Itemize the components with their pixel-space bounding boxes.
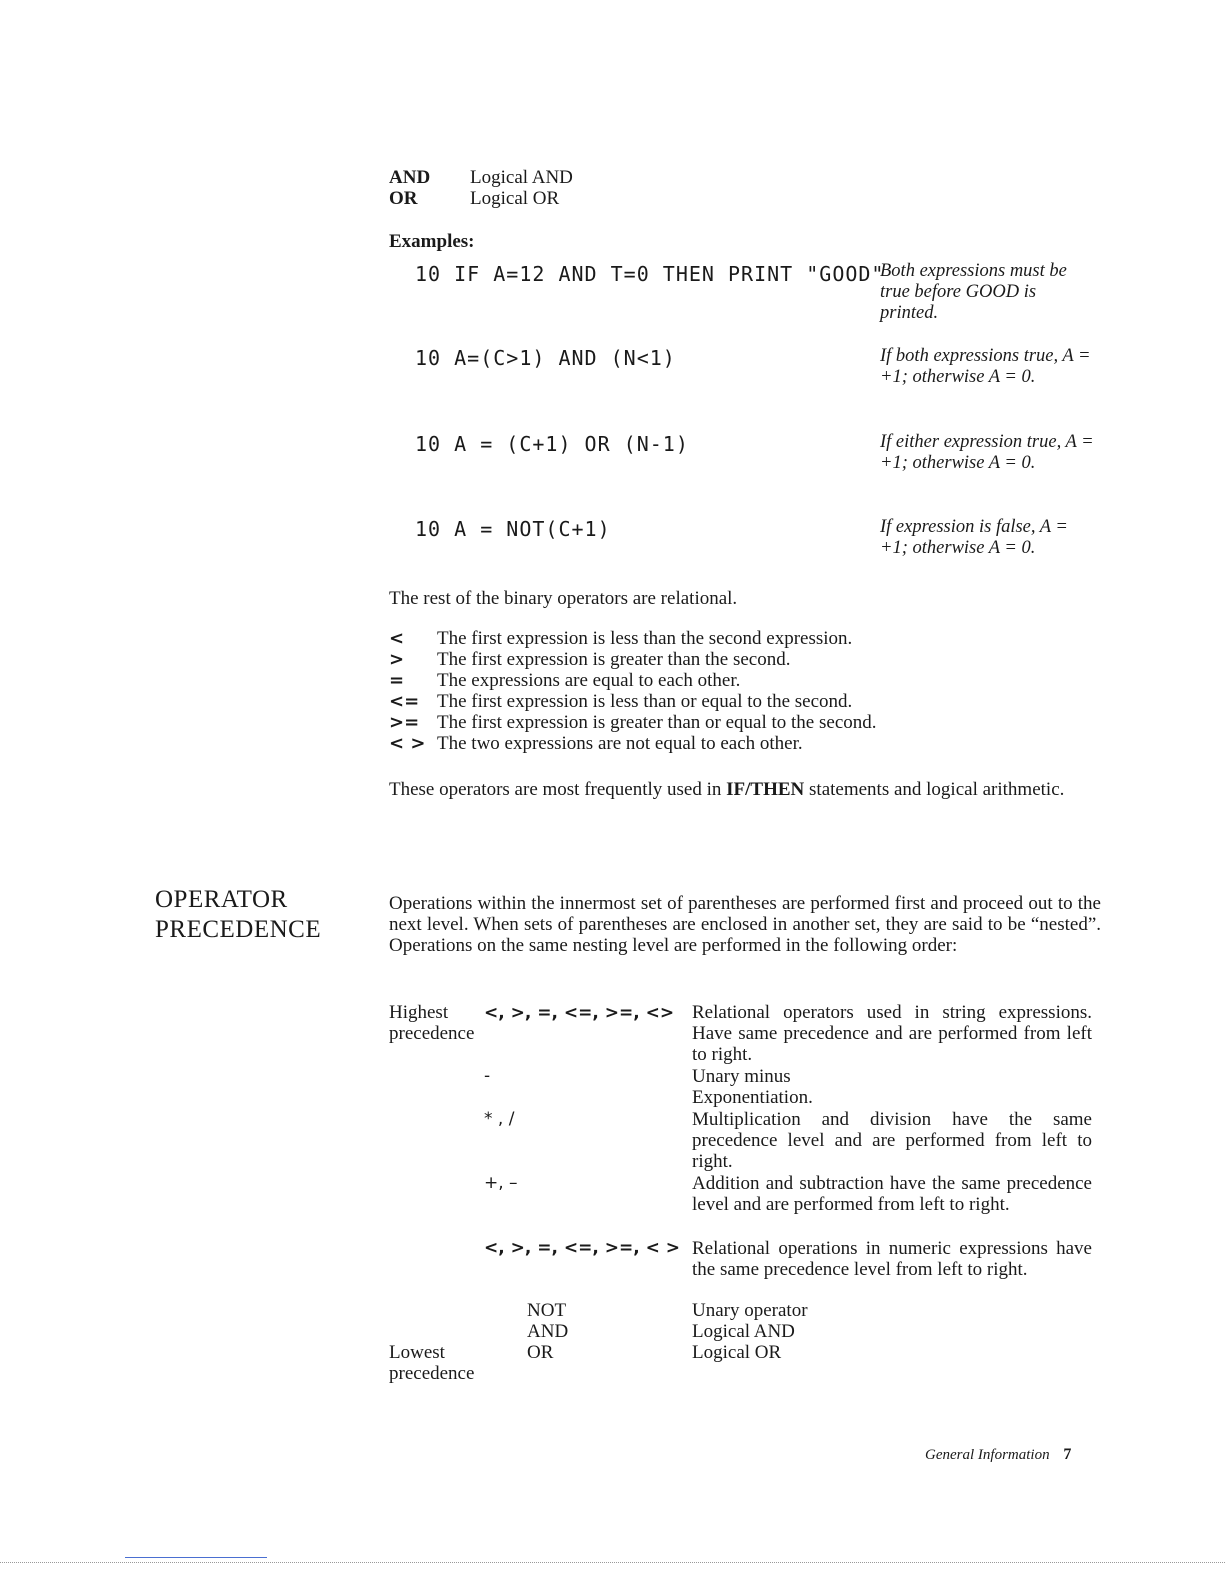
relational-op-symbol: <	[389, 628, 405, 649]
example-note: If both expressions true, A = +1; otherwise A = 0.	[880, 346, 1091, 387]
precedence-ops: +, –	[484, 1173, 518, 1193]
relational-op-row	[389, 649, 877, 670]
relational-intro: The rest of the binary operators are relational.	[389, 588, 738, 609]
relational-op-row	[389, 712, 877, 733]
relational-ops-list	[389, 628, 877, 754]
example-note: If either expression true, A = +1; otherwise A = 0.	[880, 432, 1094, 473]
precedence-ops: <, >, =, <=, >=, < >	[484, 1238, 680, 1258]
section-heading	[155, 885, 321, 945]
precedence-desc: Exponentiation.	[692, 1087, 813, 1108]
relational-op-row	[389, 691, 877, 712]
examples-heading: Examples:	[389, 231, 475, 252]
section-heading-line: PRECEDENCE	[155, 916, 322, 943]
logical-op-desc: Logical OR	[470, 188, 560, 209]
example-code: 10 A=(C>1) AND (N<1)	[415, 346, 676, 370]
usage-text-after: statements and logical arithmetic.	[804, 779, 1065, 800]
logical-op-row	[389, 167, 573, 188]
relational-op-row	[389, 670, 877, 691]
relational-op-desc: The first expression is less than or equal to the second.	[437, 691, 853, 712]
logical-op-row	[389, 188, 573, 209]
precedence-desc: Addition and subtraction have the same precedence level and are performed from left to right.	[692, 1173, 1092, 1215]
precedence-desc: Logical OR	[692, 1342, 782, 1363]
precedence-ops: <, >, =, <=, >=, <>	[484, 1003, 675, 1023]
relational-op-symbol: >=	[389, 712, 420, 733]
relational-op-desc: The two expressions are not equal to each other.	[437, 733, 803, 754]
page-scroll-indicator	[125, 1557, 267, 1558]
precedence-ops: NOT	[527, 1300, 567, 1321]
precedence-desc: Unary minus	[692, 1066, 791, 1087]
relational-op-symbol: <=	[389, 691, 420, 712]
precedence-ops: AND	[527, 1321, 569, 1342]
precedence-desc: Unary operator	[692, 1300, 808, 1321]
page-bottom-rule	[0, 1562, 1225, 1563]
precedence-ops: * , /	[484, 1109, 515, 1129]
precedence-desc: Logical AND	[692, 1321, 795, 1342]
logical-op-name: AND	[389, 167, 431, 188]
relational-op-symbol: =	[389, 670, 405, 691]
logical-op-desc: Logical AND	[470, 167, 573, 188]
usage-paragraph	[389, 779, 1101, 800]
example-code: 10 IF A=12 AND T=0 THEN PRINT "GOOD"	[415, 262, 885, 286]
precedence-desc: Relational operators used in string expressions. Have same precedence and are performed from left to right.	[692, 1002, 1092, 1065]
example-code: 10 A = (C+1) OR (N-1)	[415, 432, 689, 456]
example-note: Both expressions must be true before GOOD is printed.	[880, 261, 1067, 323]
logical-op-name: OR	[389, 188, 418, 209]
precedence-desc: Multiplication and division have the same precedence level and are performed from left to right.	[692, 1109, 1092, 1172]
footer-section-name: General Information	[925, 1447, 1050, 1463]
relational-op-symbol: >	[389, 649, 405, 670]
relational-op-desc: The first expression is greater than or equal to the second.	[437, 712, 877, 733]
logical-ops-list	[389, 167, 573, 209]
example-code: 10 A = NOT(C+1)	[415, 517, 611, 541]
precedence-desc: Relational operations in numeric expressions have the same precedence level from left to right.	[692, 1238, 1092, 1280]
relational-op-row	[389, 733, 877, 754]
section-heading-line: OPERATOR	[155, 886, 288, 913]
relational-op-desc: The first expression is less than the second expression.	[437, 628, 853, 649]
relational-op-desc: The first expression is greater than the second.	[437, 649, 791, 670]
example-note: If expression is false, A = +1; otherwise A = 0.	[880, 517, 1068, 558]
usage-keyword: IF/THEN	[726, 779, 805, 800]
relational-op-row	[389, 628, 877, 649]
precedence-ops: OR	[527, 1342, 554, 1363]
relational-op-symbol: < >	[389, 733, 426, 754]
usage-text-before: These operators are most frequently used in	[389, 779, 727, 800]
highest-precedence-label: Highest precedence	[389, 1002, 475, 1044]
page-number: 7	[1063, 1446, 1072, 1463]
relational-op-desc: The expressions are equal to each other.	[437, 670, 741, 691]
precedence-ops: -	[484, 1066, 491, 1086]
precedence-intro: Operations within the innermost set of parentheses are performed first and proceed out to the next level. When sets of parentheses are enclosed in another set, they are said to be “nested”. Operations on the same nesting level are performed in the following order:	[389, 893, 1101, 956]
lowest-precedence-label: Lowest precedence	[389, 1342, 475, 1384]
page-footer	[925, 1446, 1071, 1464]
